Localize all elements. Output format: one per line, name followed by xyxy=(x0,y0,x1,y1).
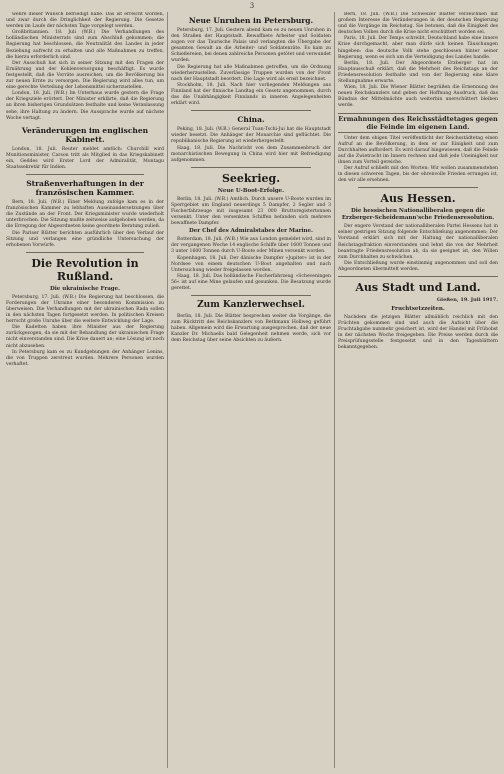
divider xyxy=(191,167,311,168)
article-text: Berlin, 18. Juli. (W.B.) Amtlich. Durch unsere U-Boote wurden im Sperrgebiet um England neuerdings 5 Dampfer, 2 Segler und 3 Fischerfahrzeuge mit insgesamt 23 000 Bruttoregistertonnen versenkt. Unter den versenkten Schiffen befanden sich mehrere bewaffnete Dampfer. xyxy=(171,196,331,227)
article-text: wehre dieser Wunsch befriedigt habe. Das ist erreicht worden, und zwar durch die Dringlichkeit der Regierung. Die Gesetze werden im Laufe der nächsten Tage vorgelegt werden. xyxy=(6,12,164,30)
headline-seekrieg: Seekrieg. xyxy=(221,171,281,185)
article-text: Wien, 18. Juli. Die Wiener Blätter begrüßen die Ernennung des neuen Reichskanzlers und geben der Hoffnung Ausdruck, daß das Bündnis der Mittelmächte auch weiterhin unerschüttert bleiben werde. xyxy=(338,85,498,109)
article-text: Kopenhagen, 18. Juli. Der dänische Dampfer »Jupiter« ist in der Nordsee von einem deutschen U-Boot angehalten und nach Untersuchung wieder freigelassen worden. xyxy=(171,255,331,273)
article-text: Die Pariser Blätter berichten ausführlich über den Verlauf der Sitzung und verlangen eine gründliche Untersuchung der erhobenen Vorwürfe. xyxy=(6,230,164,248)
headline-kanzlerwechsel: Zum Kanzlerwechsel. xyxy=(197,300,305,311)
signature-line: Der Chef des Admiralstabes der Marine. xyxy=(189,228,313,235)
subheadline-stadt: Fruchtsetzzeiten. xyxy=(391,306,445,312)
headline-stadt-und-land: Aus Stadt und Land. xyxy=(355,281,481,294)
article-text: Bern, 18. Juli. (W.B.) Einer Meldung zufolge kam es in der französischen Kammer zu lebhaften Auseinandersetzungen über die Zustände an der Front. Der Kriegsminister wurde wiederholt unterbrochen. Die Sitzung mußte zeitweise aufgehoben werden, da die Erregung der Abgeordneten keine geordnete Beratung zuließ. xyxy=(6,200,164,230)
article-text: Nachdem die jetzigen Blätter allmählich reichlich mit den Früchten gekommen sind und auch die Aufsicht über die Fruchtabgabe nunmehr gesichert ist, wird der Handel mit Frühobst in der nächsten Woche freigegeben. Die Preise werden durch die Preisprüfungsstelle festgesetzt und in den Tagesblättern bekanntgegeben. xyxy=(338,315,498,351)
article-text: Rotterdam, 18. Juli. (W.B.) Wie aus London gemeldet wird, sind in der vergangenen Woche 14 englische Schiffe über 1600 Tonnen und 3 unter 1600 Tonnen durch U-Boote oder Minen versenkt worden. xyxy=(171,237,331,255)
headline-strassen: Straßenverhaftungen in der französischen Kammer. xyxy=(26,179,144,198)
divider xyxy=(358,187,478,188)
article-text: Paris, 18. Juli. Der Temps schreibt, Deutschland habe eine innere Krise durchgemacht, aber man dürfe sich keinen Täuschungen hingeben: das deutsche Volk stehe geschlossen hinter seiner Regierung, wenn es sich um die Verteidigung des Landes handle. xyxy=(338,36,498,60)
headline-unruhen: Neue Unruhen in Petersburg. xyxy=(188,16,314,25)
article-text: Großbritannien. 18. Juli (W.B.) Die Verhandlungen des holländischen Ministerrats sind zum Abschluß gekommen; die Regierung hat beschlossen, die Neutralität des Landes in jeder Beziehung aufrecht zu erhalten und alle Maßnahmen zu treffen, die hierzu erforderlich sind. xyxy=(6,30,164,60)
article-text: Stockholm, 18. Juli. Nach hier vorliegenden Meldungen aus Finnland hat der finnische Landtag ein Gesetz angenommen, durch das die Unabhängigkeit Finnlands in inneren Angelegenheiten erklärt wird. xyxy=(171,82,331,107)
column-3 xyxy=(338,12,498,768)
article-text: Die Regierung hat alle Maßnahmen getroffen, um die Ordnung wiederherzustellen. Zuverlässige Truppen wurden von der Front nach der Hauptstadt beordert. Die Lage wird als ernst bezeichnet. xyxy=(171,64,331,82)
page-number: 3 xyxy=(249,2,255,10)
article-text: Der Aufruf schließt mit den Worten: Wir wollen zusammenstehen in diesen schweren Tagen, bis der ehrenvolle Frieden errungen ist, den wir alle ersehnen. xyxy=(338,165,498,184)
article-text: Petersburg, 17. Juli. Gestern abend kam es zu neuen Unruhen in den Straßen der Hauptstadt. Bewaffnete Arbeiter und Soldaten zogen vor das Taurische Palais und verlangten die Übergabe der gesamten Gewalt an die Arbeiter- und Soldatenräte. Es kam zu Schießereien, bei denen zahlreiche Personen getötet und verwundet wurden. xyxy=(171,28,331,64)
article-text: Peking, 18. Juli. (W.B.) General Tuan-Tschi-Jui hat die Hauptstadt wieder besetzt. Die Anhänger der Monarchie sind geflüchtet. Die republikanische Regierung ist wiederhergestellt. xyxy=(171,127,331,145)
article-text: Berlin, 18. Juli. Die Blätter besprechen weiter die Vorgänge, die zum Rücktritt des Reichskanzlers von Bethmann Hollweg geführt haben. Allgemein wird die Erwartung ausgesprochen, daß der neue Kanzler Dr. Michaelis bald Gelegenheit nehmen werde, sich vor dem Reichstag über seine Absichten zu äußern. xyxy=(171,314,331,344)
article-text: Petersburg, 17. Juli. (W.B.) Die Regierung hat beschlossen, die Forderungen der Ukraine einer besonderen Kommission zu überweisen. Die Verhandlungen mit der ukrainischen Rada sollen in den nächsten Tagen fortgesetzt werden. In politischen Kreisen herrscht große Unruhe über die weitere Entwicklung der Lage. xyxy=(6,294,164,325)
article-text: Unter dem obigen Titel veröffentlicht der Reichsstädtetag einen Aufruf an die Bevölkerung, in dem er zur Einigkeit und zum Durchhalten auffordert. Es wird darauf hingewiesen, daß die Feinde auf die Zwietracht im Innern rechnen und daß jede Uneinigkeit nur ihnen zum Vorteil gereiche. xyxy=(338,135,498,165)
headline-china: China. xyxy=(237,115,265,125)
article-text: Der Ausschuß hat sich in seiner Sitzung mit den Fragen der Ernährung und der Kohlenversorgung beschäftigt. Es wurde festgestellt, daß die Vorräte ausreichen, um die Bevölkerung bis zur neuen Ernte zu versorgen. Die Regierung wird alles tun, um eine gerechte Verteilung der Lebensmittel sicherzustellen. xyxy=(6,60,164,91)
headline-hessen: Aus Hessen. xyxy=(380,192,456,206)
article-text: In Petersburg kam es zu Kundgebungen der Anhänger Lenins, die von Truppen zerstreut wurden. Mehrere Personen wurden verhaftet. xyxy=(6,349,164,367)
article-text: Die Kadetten haben ihre Minister aus der Regierung zurückgezogen, da sie mit der Behandlung der ukrainischen Frage nicht einverstanden sind. Die Krise dauert an; eine Lösung ist noch nicht abzusehen. xyxy=(6,325,164,349)
divider xyxy=(191,110,311,111)
article-text: London, 18. Juli. Reuter meldet amtlich: Churchill wird Munitionsminister, Carson tritt als Mitglied in das Kriegskabinett ein, Geddes wird Erster Lord der Admiralität, Montagu Staatssekretär für Indien. xyxy=(6,146,164,170)
article-text: Haag, 18. Juli. Die Nachricht von dem Zusammenbruch der monarchistischen Bewegung in China wird hier mit Befriedigung aufgenommen. xyxy=(171,145,331,163)
headline-veraenderungen: Veränderungen im englischen Kabinett. xyxy=(21,125,149,144)
column-2 xyxy=(171,12,331,768)
article-text: Haag, 18. Juli. Das holländische Fischerfahrzeug »Scheveningen 56« ist auf eine Mine gelaufen und gesunken. Die Besatzung wurde gerettet. xyxy=(171,273,331,291)
article-text: Bern, 18. Juli. (W.B.) Die Schweizer Blätter verzeichnen mit großem Interesse die Veränderungen in der deutschen Regierung und die Vorgänge im Reichstag. Sie betonen, daß die Einigkeit des deutschen Volkes durch die Krise nicht erschüttert worden sei. xyxy=(338,12,498,36)
article-text: Die Entschließung wurde einstimmig angenommen und soll den Abgeordneten übermittelt werden. xyxy=(338,260,498,272)
article-text: Berlin, 18. Juli. Der Abgeordnete Erzberger hat im Hauptausschuß erklärt, daß die Mehrheit des Reichstags an der Friedensresolution festhalte und von der Regierung eine klare Stellungnahme erwarte. xyxy=(338,60,498,85)
headline-staedtetag: Ermahnungen des Reichsstädtetages gegen die Feinde im eigenen Land. xyxy=(338,114,498,131)
subheadline-seekrieg: Neue U-Boot-Erfolge. xyxy=(217,187,285,194)
divider xyxy=(26,174,144,175)
article-text: Der engere Vorstand der nationalliberalen Partei Hessens hat in seiner gestrigen Sitzung folgende Entschließung angenommen: Der Vorstand erklärt sich mit der Haltung der nationalliberalen Reichstagsfraktion einverstanden und lehnt die von der Mehrheit beantragte Friedensresolution ab, da sie geeignet ist, den Willen zum Durchhalten zu schwächen. xyxy=(338,224,498,260)
column-divider xyxy=(167,12,168,768)
subheadline-revolution: Die ukrainische Frage. xyxy=(49,285,121,292)
divider xyxy=(191,295,311,296)
divider xyxy=(26,252,144,253)
dateline: Gießen, 19. Juli 1917. xyxy=(436,297,498,303)
subheadline-hessen: Die hessischen Nationalliberalen gegen die Erzberger-Scheidemann'sche Friedensresolution. xyxy=(341,208,495,222)
article-text: London, 18. Juli. (W.B.) Im Unterhaus wurde gestern die Frage der Kriegsziele erörtert. Der Minister erklärte, daß die Regierung an ihren bisherigen Grundsätzen festhalte und keine Veranlassung sehe, ihre Haltung zu ändern. Die Aussprache wurde auf nächste Woche vertagt. xyxy=(6,91,164,121)
column-1 xyxy=(6,12,164,768)
headline-revolution: Die Revolution in Rußland. xyxy=(31,256,139,283)
divider xyxy=(338,276,498,277)
column-divider xyxy=(334,12,335,768)
